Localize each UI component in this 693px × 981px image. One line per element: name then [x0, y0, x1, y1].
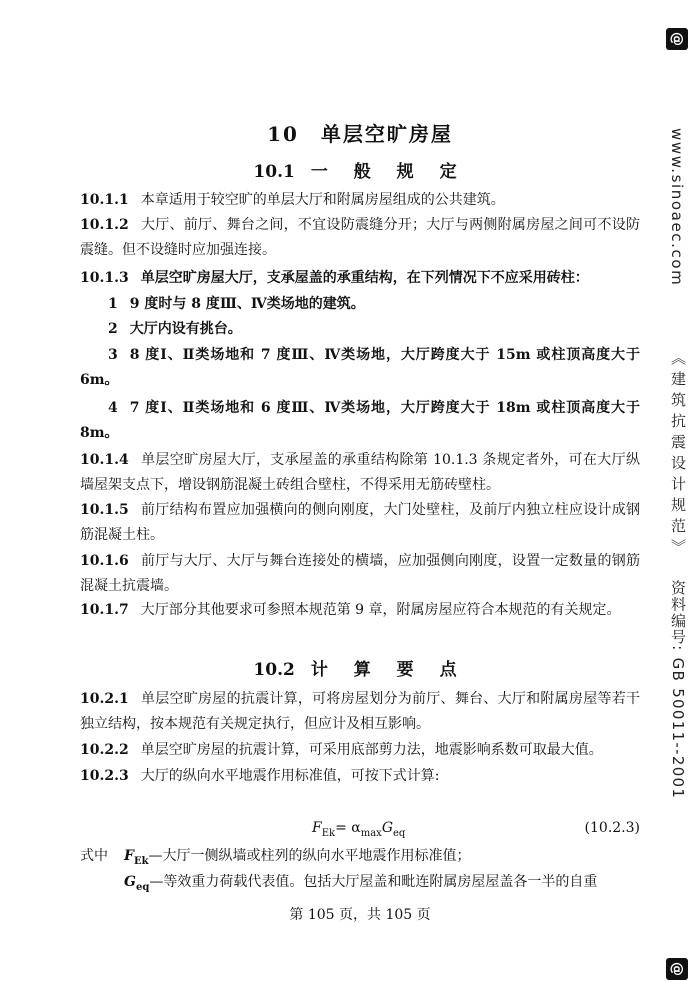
paragraph-number: 10.1.6 [80, 553, 129, 569]
paragraph-number: 10.1.2 [80, 217, 129, 233]
list-item-number: 3 [108, 347, 118, 363]
list-item [80, 317, 640, 342]
list-item [80, 396, 640, 446]
formula-number: (10.2.3) [584, 820, 640, 836]
definition-lead: 式中 [80, 848, 108, 864]
paragraph-10-2-2 [80, 738, 640, 763]
list-item-number: 4 [108, 400, 118, 416]
paragraph-10-1-6 [80, 549, 640, 599]
section-title-10-1 [80, 157, 640, 182]
definition-g-eq: $G_{eq}—$等效重力荷载代表值。包括大厅屋盖和毗连附属房屋屋盖各一半的自重 [124, 874, 598, 893]
paragraph-number: 10.2.1 [80, 691, 129, 707]
at-icon-bottom: @ [666, 958, 688, 980]
list-item-number: 2 [108, 321, 118, 337]
sidebar-document-code: 资料编号: GB 50011--2001 [669, 580, 687, 800]
section-heading-text: 计 算 要 点 [310, 660, 467, 680]
paragraph-text: 单层空旷房屋的抗震计算，可采用底部剪力法，地震影响系数可取最大值。 [140, 742, 603, 758]
definition-f-ek: 式中 $F_{Ek}—$大厅一侧纵墙或柱列的纵向水平地震作用标准值； [80, 844, 640, 874]
definition-text: —大厅一侧纵墙或柱列的纵向水平地震作用标准值； [148, 848, 471, 864]
chapter-title: 10 单层空旷房屋 [267, 122, 453, 146]
section-heading-text: 一 般 规 定 [310, 162, 467, 182]
page-footer: 第 105 页，共 105 页 [289, 907, 431, 923]
paragraph-number: 10.2.2 [80, 742, 129, 758]
paragraph-text: 单层空旷房屋大厅，支承屋盖的承重结构除第 10.1.3 条规定者外，可在大厅纵墙屋架支点下，增设钢筋混凝土砖组合壁柱，不得采用无筋砖壁柱。 [80, 452, 640, 493]
paragraph-number: 10.1.1 [80, 192, 129, 208]
definition-text: —等效重力荷载代表值。包括大厅屋盖和毗连附属房屋屋盖各一半的自重 [149, 874, 598, 890]
list-item-text: 8 度Ⅰ、Ⅱ类场地和 7 度Ⅲ、Ⅳ类场地，大厅跨度大于 15m 或柱顶高度大于 6m。 [80, 347, 640, 388]
formula-row [80, 817, 640, 839]
paragraph-10-2-3 [80, 764, 640, 789]
list-item-text: 9 度时与 8 度Ⅲ、Ⅳ类场地的建筑。 [129, 296, 365, 312]
list-item-number: 1 [108, 296, 118, 312]
paragraph-text: 单层空旷房屋的抗震计算，可将房屋划分为前厅、舞台、大厅和附属房屋等若干独立结构，按本规范有关规定执行，但应计及相互影响。 [80, 691, 640, 732]
paragraph-text: 大厅、前厅、舞台之间，不宜设防震缝分开；大厅与两侧附属房屋之间可不设防震缝。但不设缝时应加强连接。 [80, 217, 640, 258]
list-item [80, 292, 640, 317]
paragraph-10-1-3 [80, 266, 640, 291]
paragraph-text: 大厅部分其他要求可参照本规范第 9 章，附属房屋应符合本规范的有关规定。 [140, 602, 621, 618]
paragraph-text: 大厅的纵向水平地震作用标准值，可按下式计算: [140, 768, 440, 784]
sidebar-url: www.sinoaec.com [668, 128, 686, 287]
formula: $F_{Ek}= \alpha_{max}G_{eq}$ [312, 820, 406, 839]
paragraph-number: 10.1.4 [80, 452, 129, 468]
paragraph-text: 前厅与大厅、大厅与舞台连接处的横墙，应加强侧向刚度，设置一定数量的钢筋混凝土抗震墙。 [80, 553, 640, 594]
list-item-text: 7 度Ⅰ、Ⅱ类场地和 6 度Ⅲ、Ⅳ类场地，大厅跨度大于 18m 或柱顶高度大于 8m。 [80, 400, 640, 441]
paragraph-10-2-1 [80, 687, 640, 737]
paragraph-10-1-7 [80, 598, 640, 623]
paragraph-10-1-4 [80, 448, 640, 498]
paragraph-10-1-1 [80, 188, 640, 213]
list-item-text: 大厅内设有挑台。 [129, 321, 242, 337]
paragraph-text: 单层空旷房屋大厅，支承屋盖的承重结构，在下列情况下不应采用砖柱： [140, 270, 589, 286]
section-title-10-2 [80, 655, 640, 680]
paragraph-number: 10.1.7 [80, 602, 129, 618]
paragraph-number: 10.1.5 [80, 502, 129, 518]
sidebar-book-title: 《建筑抗震设计规范》 [669, 350, 687, 560]
definition-symbol: F [124, 848, 134, 864]
section-number: 10.2 [253, 660, 295, 680]
sidebar-strip [662, 0, 693, 981]
section-number: 10.1 [253, 162, 295, 182]
paragraph-10-1-5 [80, 498, 640, 548]
paragraph-text: 前厅结构布置应加强横向的侧向刚度，大门处壁柱，及前厅内独立柱应设计成钢筋混凝土柱。 [80, 502, 640, 543]
at-icon-top: @ [666, 28, 688, 50]
list-item [80, 343, 640, 393]
paragraph-10-1-2 [80, 213, 640, 263]
paragraph-number: 10.2.3 [80, 768, 129, 784]
paragraph-text: 本章适用于较空旷的单层大厅和附属房屋组成的公共建筑。 [140, 192, 505, 208]
paragraph-number: 10.1.3 [80, 270, 129, 286]
definition-symbol: G [124, 874, 136, 890]
